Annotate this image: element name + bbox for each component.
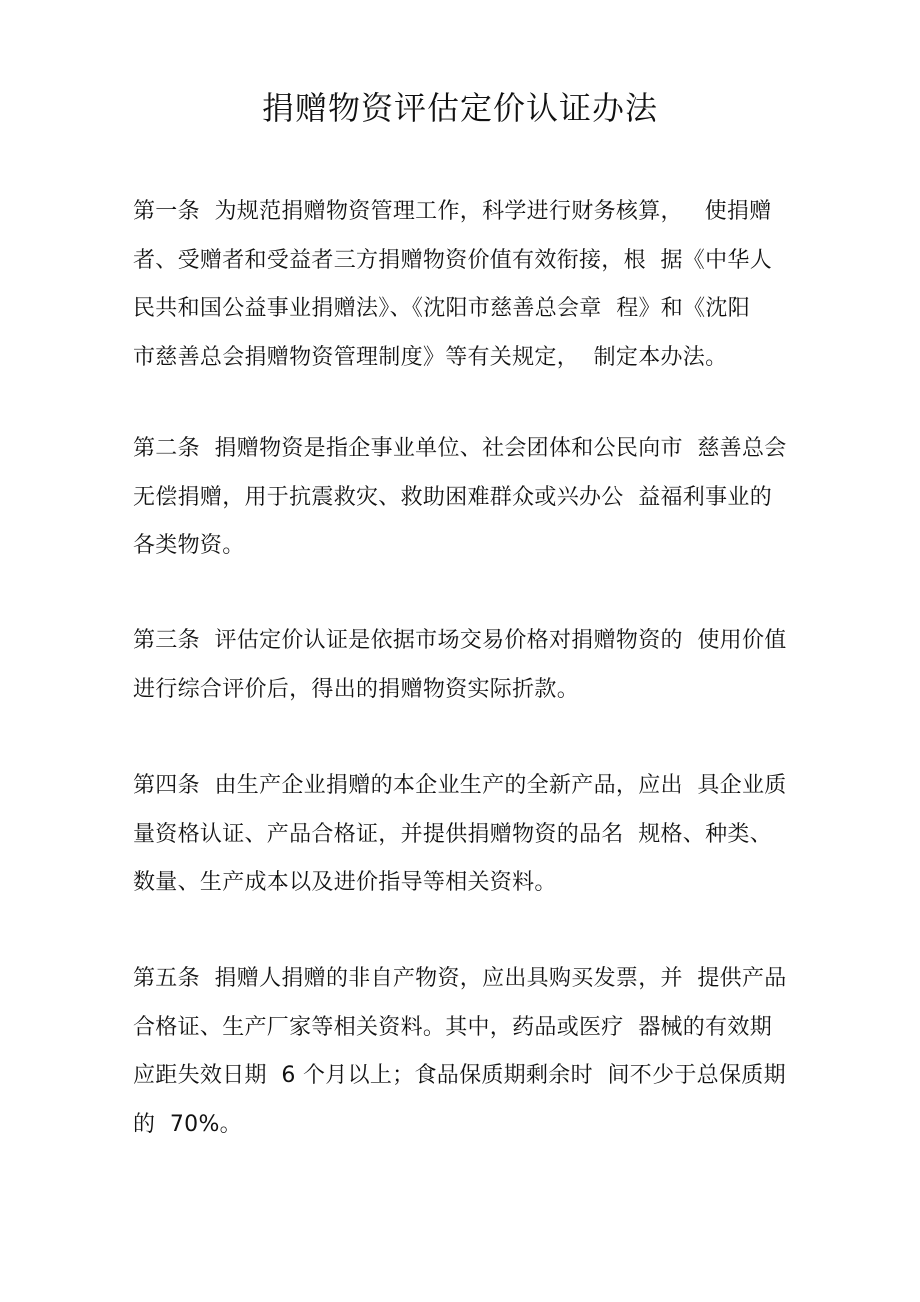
article-2 bbox=[133, 425, 798, 571]
article-line: 应距失效日期 6 个月以上；食品保质期剩余时 间不少于总保质期 bbox=[133, 1063, 786, 1088]
article-line: 第一条 为规范捐赠物资管理工作，科学进行财务核算， 使捐赠 bbox=[133, 199, 772, 224]
article-line: 数量、生产成本以及进价指导等相关资料。 bbox=[133, 870, 557, 895]
article-line: 的 70%。 bbox=[133, 1111, 242, 1137]
article-line: 量资格认证、产品合格证，并提供捐赠物资的品名 规格、种类、 bbox=[133, 821, 772, 847]
article-line: 第二条 捐赠物资是指企事业单位、社会团体和公民向市 慈善总会 bbox=[133, 436, 787, 461]
article-line: 者、受赠者和受益者三方捐赠物资价值有效衔接，根 据《中华人 bbox=[133, 247, 772, 273]
document-title: 捐赠物资评估定价认证办法 bbox=[261, 89, 658, 127]
article-1 bbox=[133, 188, 798, 382]
article-line: 民共和国公益事业捐赠法》、《沈阳市慈善总会章 程》和《沈阳 bbox=[133, 296, 750, 321]
article-3 bbox=[133, 617, 798, 714]
article-line: 第三条 评估定价认证是依据市场交易价格对捐赠物资的 使用价值 bbox=[133, 628, 787, 653]
article-line: 第五条 捐赠人捐赠的非自产物资，应出具购买发票，并 提供产品 bbox=[133, 966, 787, 991]
article-line: 市慈善总会捐赠物资管理制度》等有关规定， 制定本办法。 bbox=[133, 344, 728, 370]
article-line: 合格证、生产厂家等相关资料。其中，药品或医疗 器械的有效期 bbox=[133, 1014, 772, 1040]
article-line: 进行综合评价后，得出的捐赠物资实际折款。 bbox=[133, 676, 580, 702]
article-line: 第四条 由生产企业捐赠的本企业生产的全新产品，应出 具企业质 bbox=[133, 773, 787, 798]
article-line: 各类物资。 bbox=[133, 533, 245, 558]
article-5 bbox=[133, 955, 798, 1149]
article-line: 无偿捐赠，用于抗震救灾、救助困难群众或兴办公 益福利事业的 bbox=[133, 484, 772, 510]
article-4 bbox=[133, 762, 798, 908]
